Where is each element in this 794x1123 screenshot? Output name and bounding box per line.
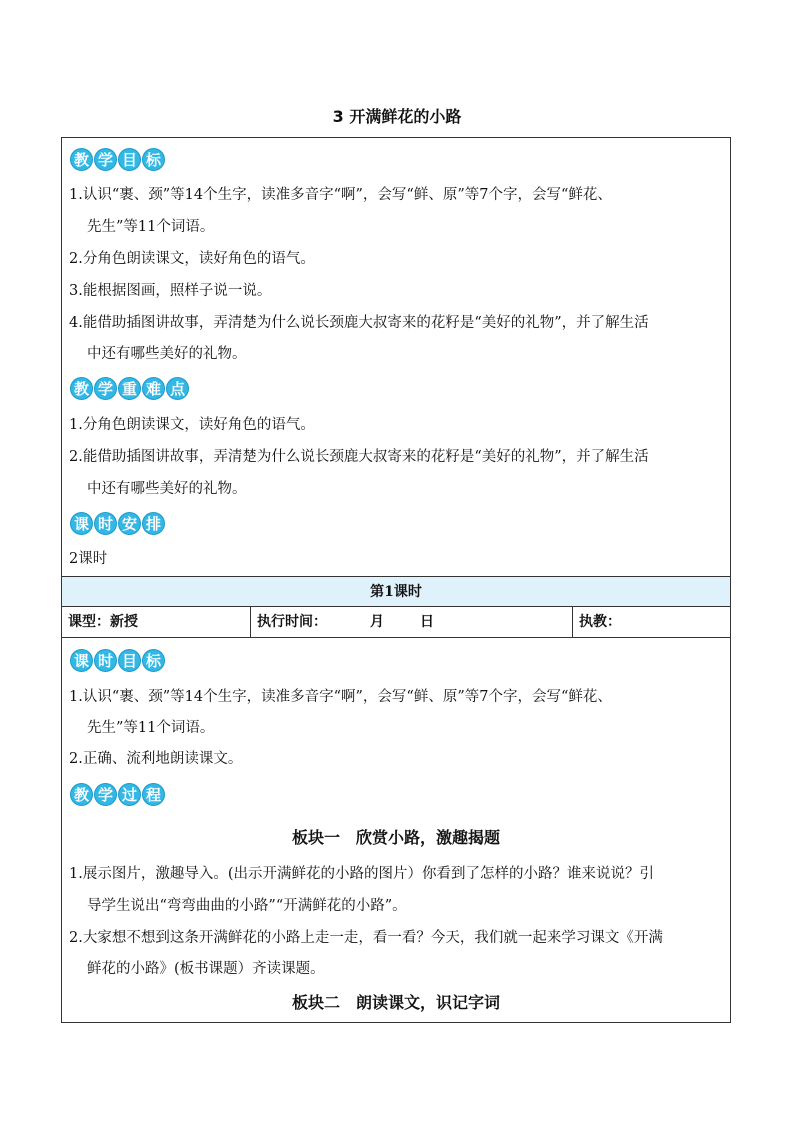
badge-char: 学	[94, 783, 117, 806]
difficulty-line: 2.能借助插图讲故事，弄清楚为什么说长颈鹿大叔寄来的花籽是“美好的礼物”，并了解生活	[69, 449, 649, 465]
badge-char: 课	[70, 649, 93, 672]
difficulty-line: 1.分角色朗读课文，读好角色的语气。	[69, 417, 315, 433]
badge-char: 学	[94, 377, 117, 400]
badge-char: 时	[94, 649, 117, 672]
badge-teaching-goals	[70, 148, 165, 172]
badge-char: 教	[70, 148, 93, 171]
day-label: 日	[420, 614, 434, 630]
badge-char: 教	[70, 783, 93, 806]
process-line: 2.大家想不想到这条开满鲜花的小路上走一走，看一看？今天，我们就一起来学习课文《开满	[69, 930, 663, 946]
lesson-band: 第1课时	[62, 576, 730, 607]
goal-line: 中还有哪些美好的礼物。	[87, 346, 247, 362]
badge-char: 过	[118, 783, 141, 806]
badge-char: 标	[142, 148, 165, 171]
page-title: 3 开满鲜花的小路	[332, 107, 462, 126]
process-line: 1.展示图片，激趣导入。(出示开满鲜花的小路的图片）你看到了怎样的小路？谁来说说？引	[69, 866, 654, 882]
badge-process	[70, 783, 165, 807]
month-label: 月	[370, 614, 384, 630]
lesson-goal-line: 2.正确、流利地朗读课文。	[69, 751, 243, 767]
process-line: 导学生说出“弯弯曲曲的小路”“开满鲜花的小路”。	[87, 898, 407, 914]
badge-char: 安	[118, 512, 141, 535]
badge-schedule	[70, 512, 165, 536]
schedule-text: 2课时	[69, 551, 108, 567]
goal-line: 3.能根据图画，照样子说一说。	[69, 283, 272, 299]
block1-heading: 板块一 欣赏小路，激趣揭题	[291, 828, 500, 847]
badge-char: 目	[118, 649, 141, 672]
goal-line: 2.分角色朗读课文，读好角色的语气。	[69, 251, 315, 267]
lesson-goal-line: 1.认识“裹、颈”等14个生字，读准多音字“啊”，会写“鲜、原”等7个字，会写“鲜花、	[69, 689, 612, 705]
badge-char: 重	[118, 377, 141, 400]
badge-char: 教	[70, 377, 93, 400]
goal-line: 1.认识“裹、颈”等14个生字，读准多音字“啊”，会写“鲜、原”等7个字，会写“鲜花、	[69, 187, 612, 203]
badge-char: 时	[94, 512, 117, 535]
lesson-goal-line: 先生”等11个词语。	[87, 720, 215, 736]
badge-char: 学	[94, 148, 117, 171]
goal-line: 4.能借助插图讲故事，弄清楚为什么说长颈鹿大叔寄来的花籽是“美好的礼物”，并了解生活	[69, 315, 649, 331]
badge-char: 程	[142, 783, 165, 806]
lesson-plan-table	[61, 137, 731, 1023]
lesson-type: 课型：新授	[68, 614, 138, 630]
badge-char: 目	[118, 148, 141, 171]
process-line: 鲜花的小路》(板书课题）齐读课题。	[87, 961, 325, 977]
badge-char: 点	[166, 377, 189, 400]
badge-char: 排	[142, 512, 165, 535]
difficulty-line: 中还有哪些美好的礼物。	[87, 481, 247, 497]
badge-char: 标	[142, 649, 165, 672]
teacher-label: 执教：	[579, 614, 621, 630]
block2-heading: 板块二 朗读课文，识记字词	[291, 993, 500, 1012]
goal-line: 先生”等11个词语。	[87, 219, 215, 235]
info-row	[62, 607, 730, 638]
badge-char: 课	[70, 512, 93, 535]
time-label: 执行时间：	[257, 614, 327, 630]
badge-char: 难	[142, 377, 165, 400]
badge-lesson-goals	[70, 649, 165, 673]
badge-key-difficulties	[70, 377, 189, 401]
